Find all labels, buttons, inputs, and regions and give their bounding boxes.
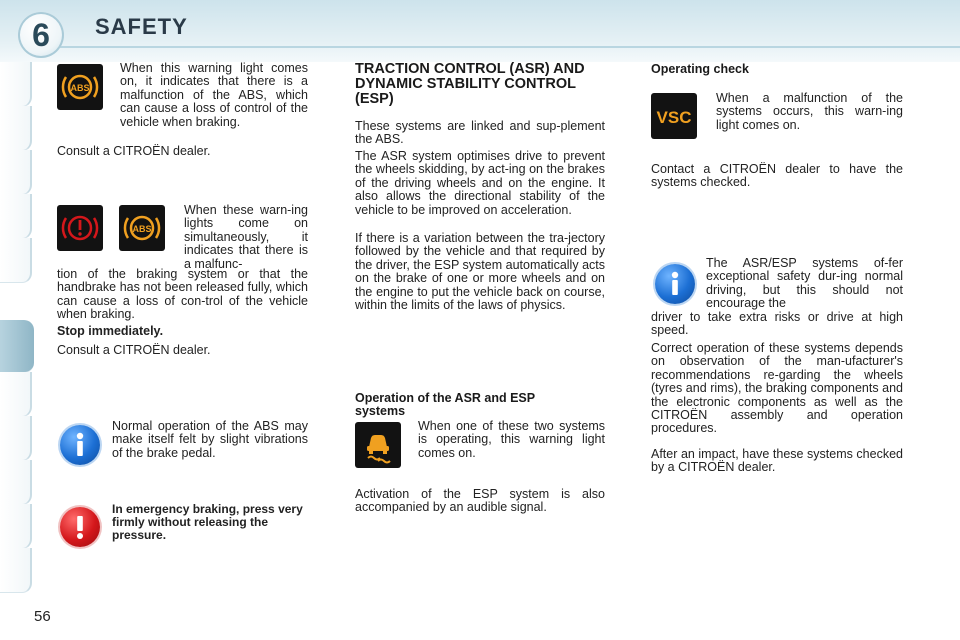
- correct-operation-text: Correct operation of these systems depends on observation of the man-ufacturer's recommendations re-garding the wheels (tyres and rims), the braking components and the electronic components as well as the CITROËN assembly and operation procedures.: [651, 341, 903, 436]
- activation-text: Activation of the ESP system is also accompanied by an audible signal.: [355, 487, 605, 515]
- chapter-tab-5[interactable]: [0, 238, 32, 283]
- chapter-tab-3[interactable]: [0, 150, 32, 195]
- abs-normal-operation-note: Normal operation of the ABS may make itself felt by slight vibrations of the brake pedal.: [112, 419, 308, 460]
- chapter-tab-7[interactable]: [0, 372, 32, 417]
- chapter-tabs: [0, 62, 34, 582]
- svg-text:ABS: ABS: [132, 224, 152, 234]
- chapter-tab-8[interactable]: [0, 416, 32, 461]
- chapter-badge: 6: [18, 12, 64, 58]
- asr-esp-heading: TRACTION CONTROL (ASR) AND DYNAMIC STABILITY CONTROL (ESP): [355, 61, 585, 107]
- emergency-braking-note: In emergency braking, press very firmly without releasing the pressure.: [112, 502, 303, 542]
- info-icon: [655, 264, 695, 304]
- esp-skid-warning-icon: [355, 422, 401, 468]
- brake-warning-text-head: When these warn-ing lights come on simultaneously, it indicates that there is a malfunc-: [184, 203, 308, 271]
- operation-text: When one of these two systems is operating, this warning light comes on.: [418, 419, 605, 460]
- stop-immediately-text: Stop immediately.: [57, 324, 164, 338]
- abs-warning-light-icon-2: [119, 205, 165, 251]
- brake-warning-light-icon: [57, 205, 103, 251]
- vsc-warning-light-icon: [651, 93, 697, 139]
- abs-warning-text: When this warning light comes on, it indicates that there is a malfunction of the ABS, which can cause a loss of control of the vehicle when braking.: [120, 61, 308, 129]
- warning-exclamation-icon: [60, 507, 100, 547]
- abs-consult-text: Consult a CITROËN dealer.: [57, 144, 211, 158]
- svg-text:ABS: ABS: [70, 83, 90, 93]
- after-impact-text: After an impact, have these systems checked by a CITROËN dealer.: [651, 447, 903, 475]
- section-title: SAFETY: [95, 14, 188, 39]
- asr-description: The ASR system optimises drive to prevent the wheels skidding, by act-ing on the brakes of the driving wheels and on the engine. It also allows the directional stability of the vehicle to be improved on acceleration.: [355, 149, 605, 217]
- svg-text:VSC: VSC: [656, 108, 692, 127]
- abs-warning-light-icon: [57, 64, 103, 110]
- brake-warning-text-tail: tion of the braking system or that the handbrake has not been released fully, which can cause a loss of con-trol of the vehicle when braking.: [57, 267, 308, 322]
- chapter-tab-1[interactable]: [0, 62, 32, 107]
- operating-check-heading: Operating check: [651, 62, 749, 76]
- operation-heading: Operation of the ASR and ESP systems: [355, 391, 535, 419]
- header-rule: [60, 46, 960, 48]
- info-icon: [60, 425, 100, 465]
- asr-esp-intro: These systems are linked and sup-plement the ABS.: [355, 119, 605, 147]
- asr-esp-info-head: The ASR/ESP systems of-fer exceptional safety dur-ing normal driving, but this should not encourage the: [706, 256, 903, 311]
- chapter-tab-4[interactable]: [0, 194, 32, 239]
- asr-esp-info-tail: driver to take extra risks or drive at high speed.: [651, 310, 903, 338]
- brake-consult-text: Consult a CITROËN dealer.: [57, 343, 211, 357]
- contact-dealer-text: Contact a CITROËN dealer to have the systems checked.: [651, 162, 903, 190]
- chapter-tab-10[interactable]: [0, 504, 32, 549]
- esp-description: If there is a variation between the tra-jectory followed by the vehicle and that required by the driver, the ESP system automatically acts on the brake of one or more wheels and on the engine to put the vehicle back on course, within the limits of the laws of physics.: [355, 231, 605, 313]
- chapter-tab-6-active[interactable]: [0, 320, 34, 373]
- chapter-tab-9[interactable]: [0, 460, 32, 505]
- chapter-tab-11[interactable]: [0, 548, 32, 593]
- chapter-tab-2[interactable]: [0, 106, 32, 151]
- operating-check-text: When a malfunction of the systems occurs, this warn-ing light comes on.: [716, 91, 903, 132]
- page-number: 56: [34, 608, 51, 625]
